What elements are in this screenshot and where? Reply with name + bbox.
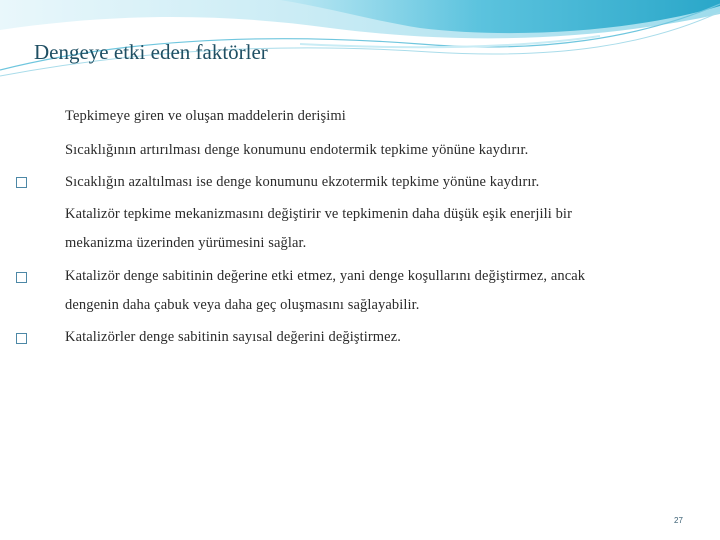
bullet-item-text: Katalizör denge sabitinin değerine etki etmez, yani denge koşullarını değiştirmez, ancak bbox=[65, 268, 586, 284]
hollow-square-bullet-icon bbox=[16, 333, 27, 344]
page-number: 27 bbox=[674, 516, 683, 525]
hollow-square-bullet-icon bbox=[16, 272, 27, 283]
slide-title: Dengeye etki eden faktörler bbox=[34, 40, 268, 64]
text-line: mekanizma üzerinden yürümesini sağlar. bbox=[65, 235, 307, 251]
text-line: Sıcaklığının artırılması denge konumunu endotermik tepkime yönüne kaydırır. bbox=[65, 142, 529, 158]
text-line: Tepkimeye giren ve oluşan maddelerin derişimi bbox=[65, 108, 346, 124]
text-line: Katalizör tepkime mekanizmasını değiştirir ve tepkimenin daha düşük eşik enerjili bir bbox=[65, 206, 572, 222]
hollow-square-bullet-icon bbox=[16, 177, 27, 188]
bullet-item-text: Sıcaklığın azaltılması ise denge konumunu ekzotermik tepkime yönüne kaydırır. bbox=[65, 174, 540, 190]
text-line: dengenin daha çabuk veya daha geç oluşmasını sağlayabilir. bbox=[65, 297, 420, 313]
bullet-item-text: Katalizörler denge sabitinin sayısal değerini değiştirmez. bbox=[65, 329, 401, 345]
